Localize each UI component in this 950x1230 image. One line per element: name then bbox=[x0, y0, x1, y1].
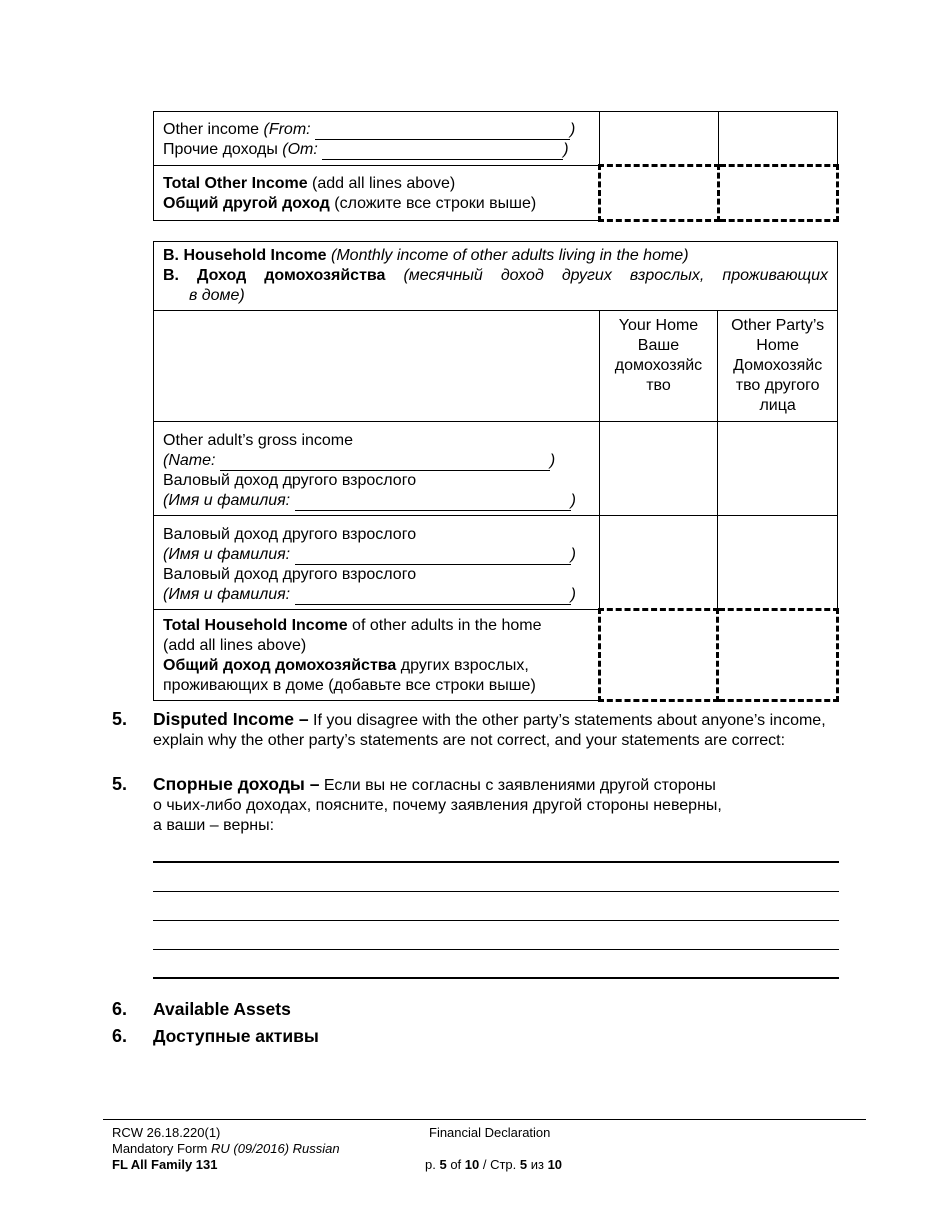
total-household-other-cell[interactable] bbox=[718, 610, 838, 701]
other-income-label: Other income bbox=[163, 121, 264, 138]
adult-2-other-cell[interactable] bbox=[718, 516, 838, 610]
section-5-disputed-income-ru: 5. Спорные доходы – Если вы не согласны с заявлениями другой стороны о чьих-либо доходах, поясните, почему заявления другой стороны неверны, а ваши – верны: bbox=[112, 774, 722, 834]
other-income-other-cell[interactable] bbox=[718, 112, 837, 166]
adult-name-field-2[interactable] bbox=[295, 548, 571, 565]
explanation-line-3[interactable] bbox=[153, 920, 839, 921]
other-income-from-field[interactable] bbox=[315, 123, 570, 140]
household-income-table bbox=[153, 241, 839, 702]
other-income-label-ru: Прочие доходы bbox=[163, 141, 283, 158]
other-income-table bbox=[153, 111, 839, 222]
adult-1-your-cell[interactable] bbox=[599, 422, 718, 516]
other-adult-income-row-1: Other adult’s gross income (Name: ) Валовый доход другого взрослого (Имя и фамилия: ) bbox=[154, 422, 600, 516]
other-adult-income-row-2: Валовый доход другого взрослого (Имя и фамилия: ) Валовый доход другого взрослого (Имя и фамилия: ) bbox=[154, 516, 600, 610]
adult-name-field-1[interactable] bbox=[220, 454, 550, 471]
footer-title-page: Financial Declaration p. 5 of 10 / Стр. 5 из 10 bbox=[425, 1125, 563, 1172]
other-income-from-field-ru[interactable] bbox=[322, 143, 563, 160]
total-other-income-row: Total Other Income (add all lines above) Общий другой доход (сложите все строки выше) bbox=[154, 166, 600, 221]
section-5-disputed-income: 5. Disputed Income – If you disagree with the other party’s statements about anyone’s income, explain why the other party’s statements are not correct, and your statements are correct: bbox=[112, 709, 826, 749]
col-header-other-home: Other Party’s Home Домохозяйс тво другого лица bbox=[718, 311, 838, 422]
adult-2-your-cell[interactable] bbox=[599, 516, 718, 610]
section-6-available-assets: 6. Available Assets bbox=[112, 999, 291, 1019]
footer-form-info: RCW 26.18.220(1) Mandatory Form RU (09/2016) Russian FL All Family 131 bbox=[112, 1125, 340, 1172]
adult-name-field-3[interactable] bbox=[295, 588, 571, 605]
section-6-available-assets-ru: 6. Доступные активы bbox=[112, 1026, 319, 1046]
total-other-income-other-cell[interactable] bbox=[718, 166, 837, 221]
total-household-income-row: Total Household Income of other adults in the home (add all lines above) Общий доход домохозяйства других взрослых, проживающих в доме (добавьте все строки выше) bbox=[154, 610, 600, 701]
explanation-line-4[interactable] bbox=[153, 949, 839, 950]
other-income-row: Other income (From: ) Прочие доходы (От: ) bbox=[154, 112, 600, 166]
col-header-your-home: Your Home Ваше домохозяйс тво bbox=[599, 311, 718, 422]
explanation-line-5[interactable] bbox=[153, 977, 839, 979]
header-blank-cell bbox=[154, 311, 600, 422]
total-other-income-your-cell[interactable] bbox=[600, 166, 718, 221]
adult-1-other-cell[interactable] bbox=[718, 422, 838, 516]
page-footer bbox=[103, 1119, 866, 1172]
explanation-line-2[interactable] bbox=[153, 891, 839, 892]
adult-name-field-1-ru[interactable] bbox=[295, 494, 571, 511]
household-income-heading: B. Household Income (Monthly income of other adults living in the home) В. Доход домохозяйства (месячный доход других взрослых, проживающих в доме) bbox=[154, 242, 838, 311]
explanation-line-1[interactable] bbox=[153, 861, 839, 863]
total-household-your-cell[interactable] bbox=[599, 610, 718, 701]
other-income-your-cell[interactable] bbox=[600, 112, 718, 166]
